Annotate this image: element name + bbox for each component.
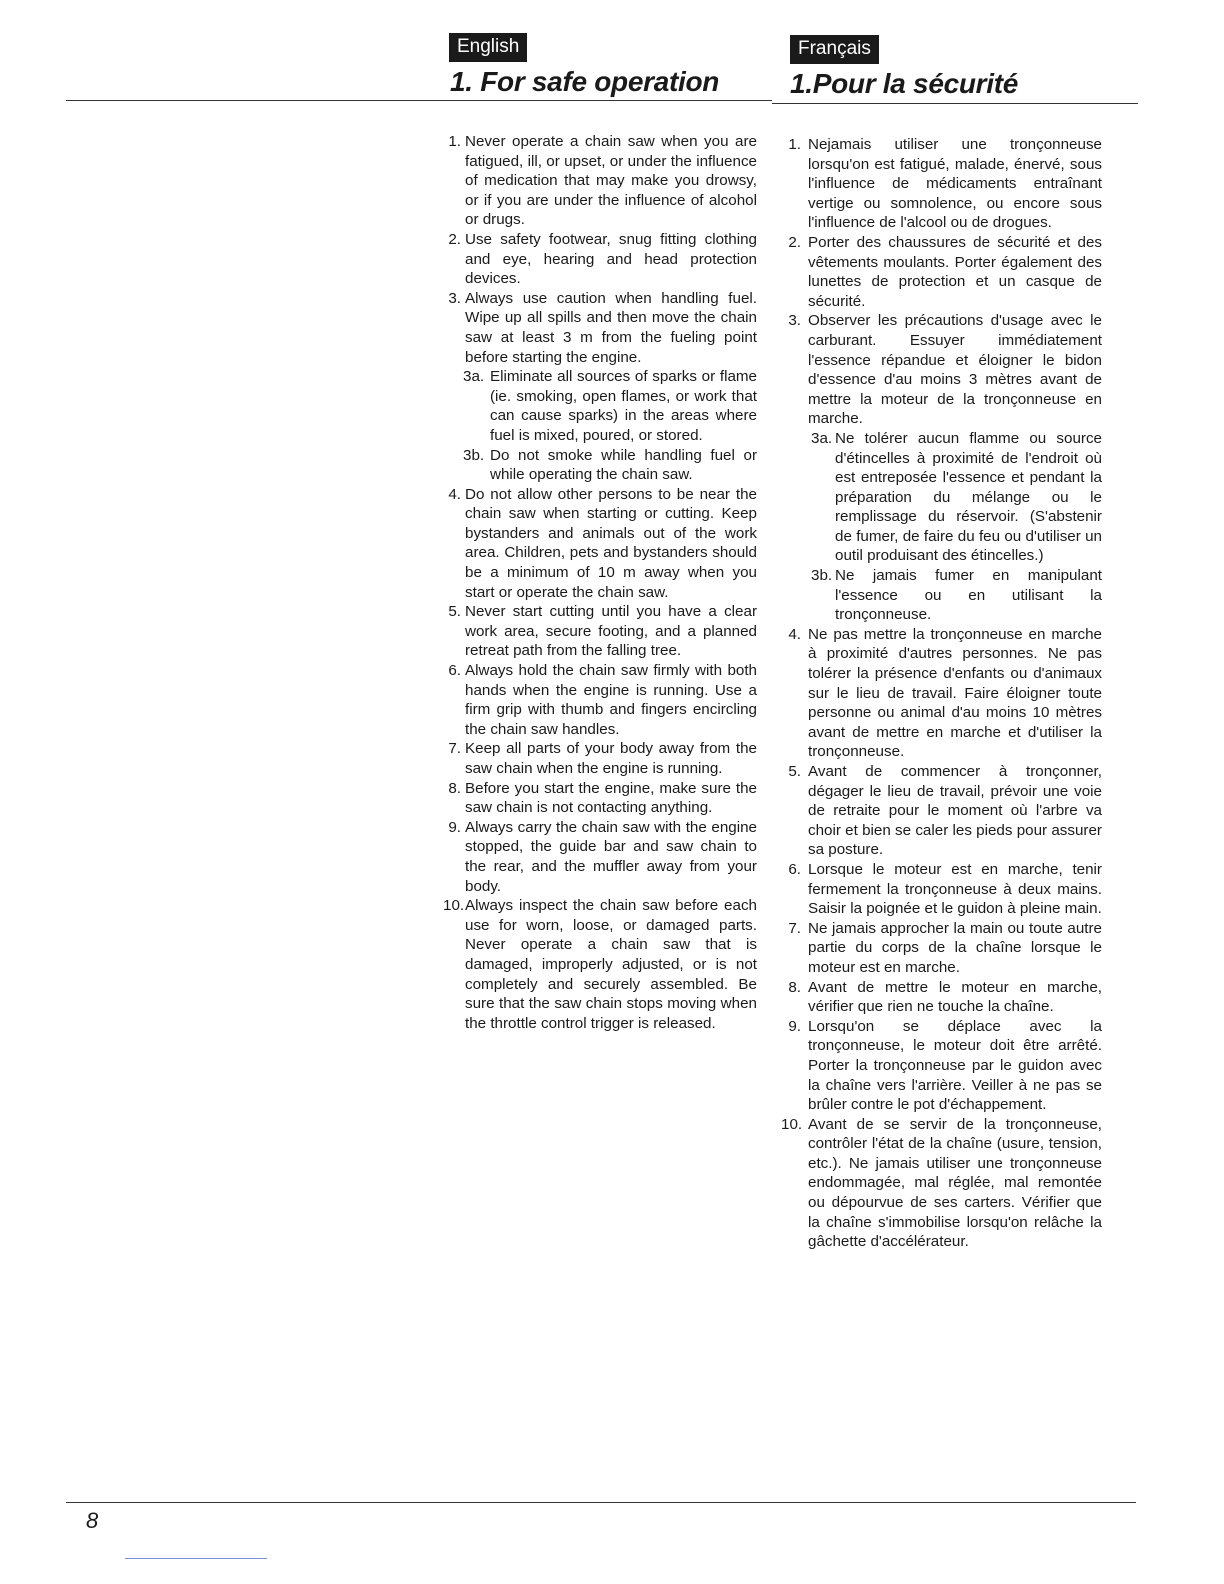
footer-link-underline (125, 1558, 267, 1559)
item-number: 3. (448, 289, 461, 307)
header-rule-left (66, 100, 772, 101)
list-subitem (443, 367, 757, 445)
item-number: 3a. (811, 429, 833, 447)
item-text: Never start cutting until you have a clear work area, secure footing, and a planned retreat path from the falling tree. (465, 603, 757, 660)
list-item (443, 230, 757, 289)
item-text: Always carry the chain saw with the engine stopped, the guide bar and saw chain to the rear, and the muffler away from your body. (465, 818, 757, 895)
list-subitem (443, 446, 757, 485)
item-number: 2. (448, 230, 461, 248)
item-number: 8. (448, 779, 461, 797)
list-item (443, 779, 757, 818)
list-item (443, 896, 757, 1033)
item-text: Always hold the chain saw firmly with both hands when the engine is running. Use a firm grip with thumb and fingers encircling the chain saw handles. (465, 662, 757, 738)
item-text: Avant de commencer à tronçonner, dégager le lieu de travail, prévoir une voie de retraite pour le moment où l'arbre va choir et bien se caler les pieds pour assurer sa posture. (808, 763, 1102, 859)
item-text: Ne jamais fumer en manipulant l'essence ou en utilisant la tronçonneuse. (835, 567, 1102, 624)
item-number: 9. (448, 818, 461, 836)
footer-rule (66, 1502, 1136, 1503)
item-text: Always inspect the chain saw before each use for worn, loose, or damaged parts. Never operate a chain saw that is damaged, improperly adjusted, or is not completely and securely assembled. Be sure that the saw chain stops moving when the throttle control trigger is released. (465, 897, 757, 1032)
header-rule-right (772, 103, 1138, 104)
english-section-title: 1. For safe operation (450, 66, 720, 97)
item-text: Ne jamais approcher la main ou toute autre partie du corps de la chaîne lorsque le moteur est en marche. (808, 919, 1102, 976)
french-language-tag: Français (790, 35, 879, 64)
item-text: Nejamais utiliser une tronçonneuse lorsqu'on est fatigué, malade, énervé, sous l'influence de médicaments entraînant vertige ou somnolence, ou encore sous l'influence de l'alcool ou de drogues. (808, 136, 1102, 232)
item-text: Do not smoke while handling fuel or while operating the chain saw. (490, 446, 757, 484)
item-number: 6. (788, 860, 801, 878)
list-item (781, 978, 1102, 1017)
item-number: 4. (448, 485, 461, 503)
list-item (443, 485, 757, 603)
item-number: 7. (788, 919, 801, 937)
item-text: Before you start the engine, make sure the saw chain is not contacting anything. (465, 779, 757, 817)
item-number: 9. (788, 1017, 801, 1035)
list-item (781, 311, 1102, 429)
list-item (781, 1017, 1102, 1115)
list-item (781, 919, 1102, 978)
item-number: 3a. (463, 368, 485, 386)
english-safety-list (443, 132, 757, 1033)
item-number: 10. (443, 897, 465, 915)
item-number: 6. (448, 662, 461, 680)
item-text: Do not allow other persons to be near the chain saw when starting or cutting. Keep bystanders and animals out of the work area. Children, pets and bystanders should be a minimum of 10 m away when you start or operate the chain saw. (465, 485, 757, 601)
english-language-tag: English (449, 33, 527, 62)
item-text: Avant de se servir de la tronçonneuse, contrôler l'état de la chaîne (usure, tension, etc.). Ne jamais utiliser une tronçonneuse endommagée, mal réglée, mal remontée ou dépourvue de ses carters. Vérifier que la chaîne s'immobilise lorsqu'on relâche la gâchette d'accélérateur. (808, 1115, 1102, 1251)
item-number: 1. (788, 136, 801, 153)
item-text: Never operate a chain saw when you are fatigued, ill, or upset, or under the influence of medication that may make you drowsy, or if you are under the influence of alcohol or drugs. (465, 133, 757, 229)
item-text: Use safety footwear, snug fitting clothing and eye, hearing and head protection devices. (465, 230, 757, 288)
item-text: Lorsque le moteur est en marche, tenir fermement la tronçonneuse à deux mains. Saisir la poignée et le guidon à pleine main. (808, 860, 1102, 918)
item-text: Avant de mettre le moteur en marche, vérifier que rien ne touche la chaîne. (808, 978, 1102, 1016)
item-text: Always use caution when handling fuel. Wipe up all spills and then move the chain saw at least 3 m from the fueling point before starting the engine. (465, 289, 757, 366)
list-item (443, 289, 757, 367)
item-text: Ne tolérer aucun flamme ou source d'étincelles à proximité de l'endroit où est entreposée l'essence et pendant la préparation du mélange ou le remplissage du réservoir. (S'abstenir de fumer, de faire du feu ou d'utiliser un outil produisant des étincelles.) (835, 429, 1102, 565)
item-text: Observer les précautions d'usage avec le carburant. Essuyer immédiatement l'essence répandue et éloigner le bidon d'essence d'au moins 3 mètres avant de mettre la moteur de la tronçonneuse en marche. (808, 312, 1102, 428)
item-number: 3b. (463, 446, 485, 464)
list-item (781, 625, 1102, 762)
item-number: 8. (788, 978, 801, 996)
list-item (443, 739, 757, 778)
list-subitem (781, 566, 1102, 625)
item-number: 3. (788, 312, 801, 330)
french-safety-list (781, 135, 1102, 1252)
item-text: Lorsqu'on se déplace avec la tronçonneuse, le moteur doit être arrêté. Porter la tronçonneuse par le guidon avec la chaîne vers l'arrière. Veiller à ne pas se brûler contre le pot d'échappement. (808, 1017, 1102, 1114)
item-text: Eliminate all sources of sparks or flame (ie. smoking, open flames, or work that can cause sparks) in the areas where fuel is mixed, poured, or stored. (490, 368, 757, 444)
item-number: 4. (788, 625, 801, 643)
list-item (443, 602, 757, 661)
item-text: Porter des chaussures de sécurité et des vêtements moulants. Porter également des lunettes de protection et un casque de sécurité. (808, 233, 1102, 310)
list-item (781, 233, 1102, 311)
list-item (443, 661, 757, 739)
list-item (781, 135, 1102, 233)
item-text: Keep all parts of your body away from the saw chain when the engine is running. (465, 740, 757, 777)
french-section-title: 1.Pour la sécurité (790, 68, 1019, 99)
list-subitem (781, 429, 1102, 566)
item-number: 5. (448, 603, 461, 621)
item-number: 1. (448, 133, 461, 150)
item-text: Ne pas mettre la tronçonneuse en marche à proximité d'autres personnes. Ne pas tolérer la présence d'enfants ou d'animaux sur le lieu de travail. Faire éloigner toute personne ou animal d'au moins 10 mètres avant de mettre en marche et d'utiliser la tronçonneuse. (808, 625, 1102, 761)
list-item (781, 1115, 1102, 1252)
list-item (443, 818, 757, 896)
list-item (781, 762, 1102, 860)
item-number: 10. (781, 1115, 803, 1133)
list-item (443, 132, 757, 230)
item-number: 2. (788, 233, 801, 251)
page-number: 8 (86, 1508, 99, 1533)
item-number: 7. (448, 740, 461, 758)
item-number: 5. (788, 763, 801, 780)
list-item (781, 860, 1102, 919)
item-number: 3b. (811, 567, 833, 585)
